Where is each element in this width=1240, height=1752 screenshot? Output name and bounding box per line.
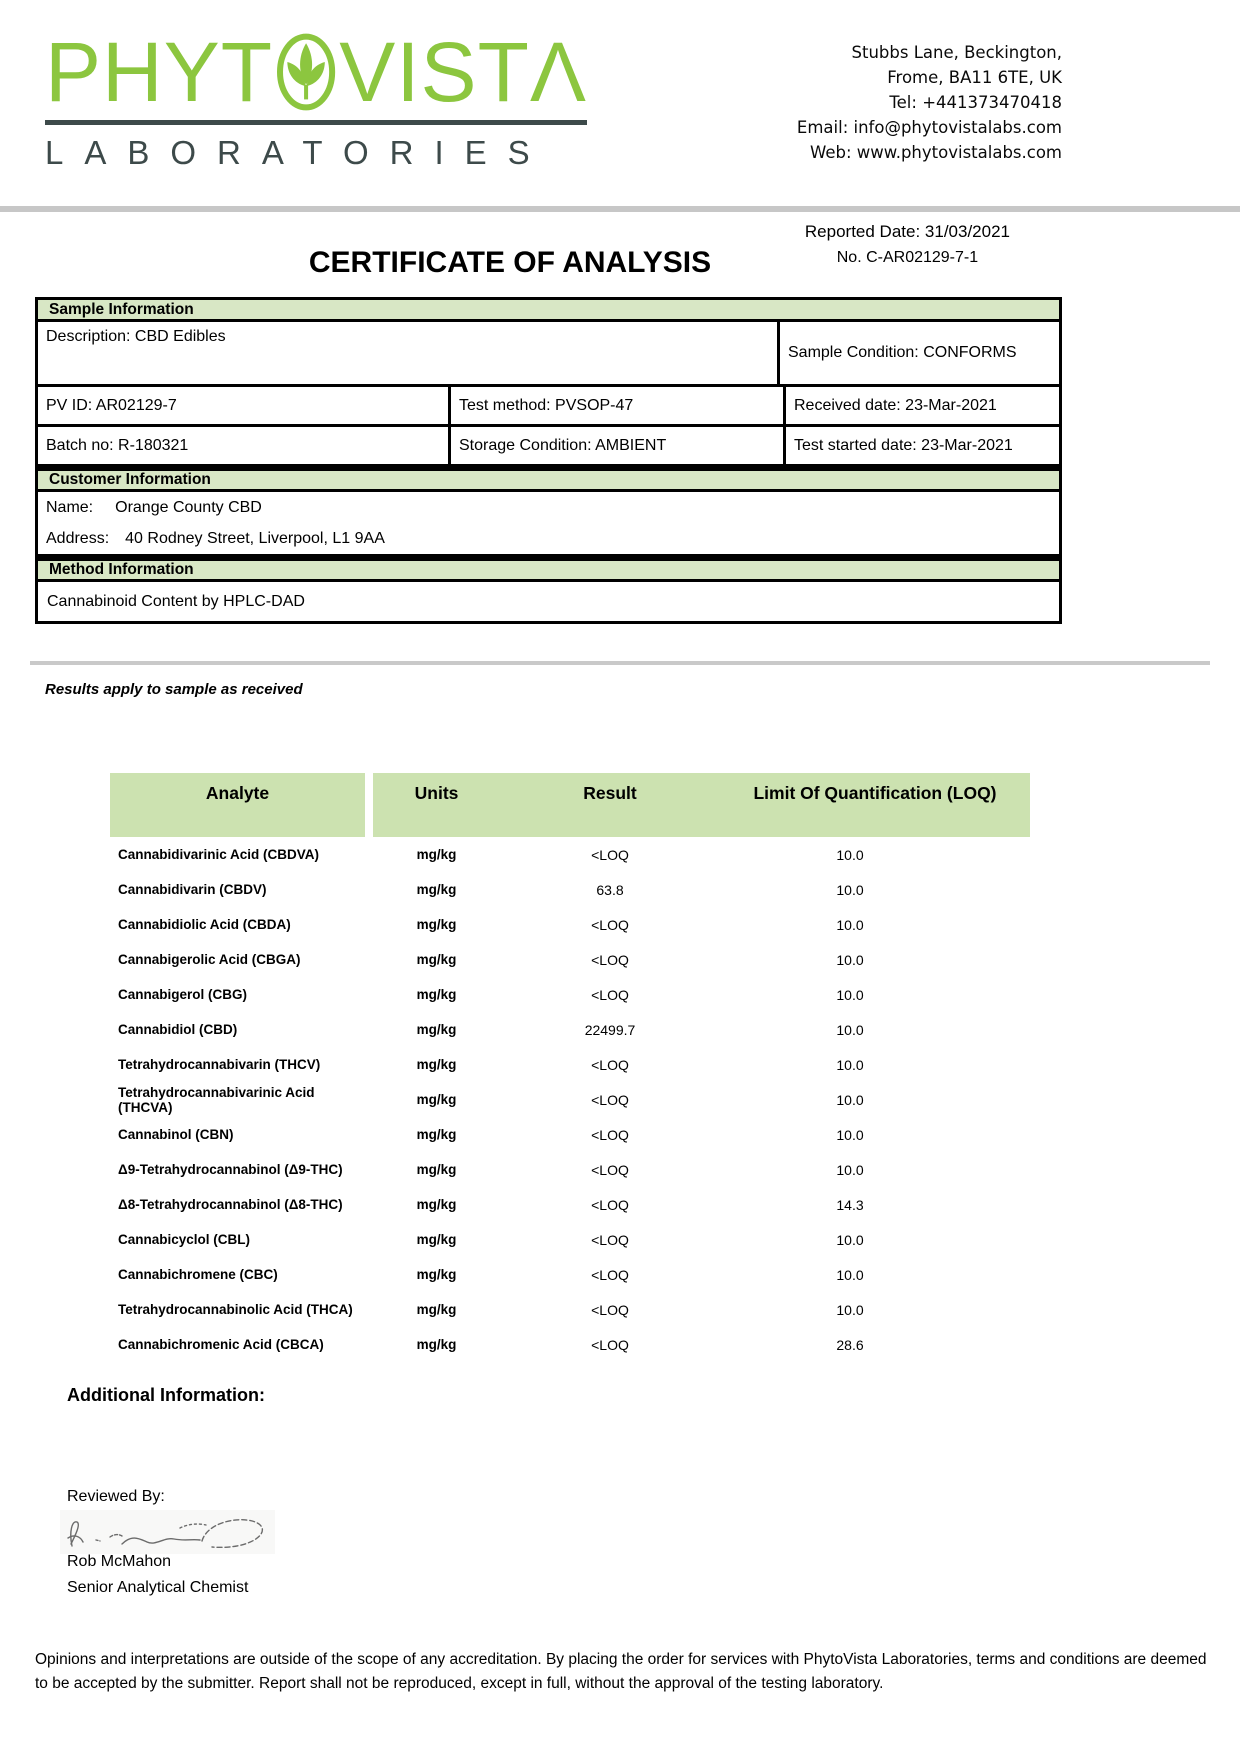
units-value: mg/kg xyxy=(416,987,457,1002)
loq-value: 10.0 xyxy=(836,1056,864,1073)
units-value: mg/kg xyxy=(416,1267,457,1282)
loq-value: 10.0 xyxy=(836,986,864,1003)
contact-web: Web: www.phytovistalabs.com xyxy=(809,143,1062,162)
loq-value: 10.0 xyxy=(836,916,864,933)
brand-text-right: VISTΛ xyxy=(339,25,587,119)
column-header-units: Units xyxy=(414,783,459,803)
analyte-name: Cannabigerol (CBG) xyxy=(118,987,248,1002)
column-header-loq: Limit Of Quantification (LOQ) xyxy=(753,783,997,803)
received-date: Received date: 23-Mar-2021 xyxy=(783,387,1059,424)
sample-description: Description: CBD Edibles xyxy=(46,328,226,345)
report-meta xyxy=(805,222,1010,267)
analyte-name: Cannabigerolic Acid (CBGA) xyxy=(118,952,301,967)
footer-disclaimer: Opinions and interpretations are outside of the scope of any accreditation. By placing the order for services with PhytoVista Laboratories, terms and conditions are deemed to be accepted by the submitter. Report shall not be reproduced, except in full, without the approval of the testing laboratory. xyxy=(35,1651,1207,1692)
units-value: mg/kg xyxy=(416,1092,457,1107)
result-value: <LOQ xyxy=(591,1196,629,1213)
loq-value: 10.0 xyxy=(836,1126,864,1143)
report-number: No. C-AR02129-7-1 xyxy=(836,249,979,266)
analyte-name: Cannabinol (CBN) xyxy=(118,1127,234,1142)
result-value: <LOQ xyxy=(591,1126,629,1143)
reviewer-name: Rob McMahon xyxy=(67,1553,172,1570)
table-row xyxy=(110,942,1030,977)
sample-information-header: Sample Information xyxy=(35,297,1062,322)
analyte-name: Δ9-Tetrahydrocannabinol (Δ9-THC) xyxy=(118,1162,343,1177)
analyte-name: Cannabicyclol (CBL) xyxy=(118,1232,251,1247)
batch-no: Batch no: R-180321 xyxy=(46,436,189,454)
customer-information-header: Customer Information xyxy=(35,467,1062,492)
units-value: mg/kg xyxy=(416,917,457,932)
units-value: mg/kg xyxy=(416,1337,457,1352)
units-value: mg/kg xyxy=(416,1197,457,1212)
header-divider-rule xyxy=(0,206,1240,212)
table-row xyxy=(110,1187,1030,1222)
result-value: <LOQ xyxy=(591,986,629,1003)
table-row xyxy=(110,1082,1030,1117)
method-name: Cannabinoid Content by HPLC-DAD xyxy=(47,592,305,610)
sample-condition: Sample Condition: CONFORMS xyxy=(777,322,1059,384)
result-value: <LOQ xyxy=(591,1266,629,1283)
units-value: mg/kg xyxy=(416,1302,457,1317)
customer-name-label: Name: xyxy=(46,499,94,516)
column-header-group xyxy=(373,773,1030,837)
units-value: mg/kg xyxy=(416,1232,457,1247)
units-value: mg/kg xyxy=(416,1022,457,1037)
result-value: 63.8 xyxy=(596,881,624,898)
additional-information-label: Additional Information: xyxy=(67,1385,265,1405)
sample-info-row-2 xyxy=(35,427,1062,467)
customer-row xyxy=(35,492,1062,557)
contact-address-line: Stubbs Lane, Beckington, xyxy=(851,43,1062,62)
signature-image xyxy=(60,1510,275,1554)
description-row xyxy=(35,322,1062,387)
contact-address-line: Frome, BA11 6TE, UK xyxy=(887,68,1062,87)
loq-value: 10.0 xyxy=(836,881,864,898)
method-row xyxy=(35,582,1062,624)
results-table xyxy=(110,773,1030,1362)
units-value: mg/kg xyxy=(416,952,457,967)
loq-value: 28.6 xyxy=(836,1336,864,1353)
analyte-name: Cannabichromenic Acid (CBCA) xyxy=(118,1337,324,1352)
table-row xyxy=(110,872,1030,907)
result-value: <LOQ xyxy=(591,1161,629,1178)
table-row xyxy=(110,1327,1030,1362)
result-value: <LOQ xyxy=(591,1091,629,1108)
analyte-name: Cannabidiolic Acid (CBDA) xyxy=(118,917,291,932)
loq-value: 10.0 xyxy=(836,1161,864,1178)
column-header-result: Result xyxy=(583,783,637,803)
units-value: mg/kg xyxy=(416,882,457,897)
customer-address-label: Address: xyxy=(46,530,110,547)
reviewer-title: Senior Analytical Chemist xyxy=(67,1579,249,1596)
results-rows xyxy=(110,837,1030,1362)
units-value: mg/kg xyxy=(416,847,457,862)
results-note: Results apply to sample as received xyxy=(45,681,303,698)
test-started-date: Test started date: 23-Mar-2021 xyxy=(783,427,1059,464)
method-information-header: Method Information xyxy=(35,557,1062,582)
table-row xyxy=(110,837,1030,872)
loq-value: 10.0 xyxy=(836,1231,864,1248)
units-value: mg/kg xyxy=(416,1162,457,1177)
loq-value: 10.0 xyxy=(836,1021,864,1038)
table-row xyxy=(110,1047,1030,1082)
table-row xyxy=(110,1012,1030,1047)
page-title: CERTIFICATE OF ANALYSIS xyxy=(308,246,712,279)
contact-phone: Tel: +441373470418 xyxy=(889,93,1062,112)
result-value: <LOQ xyxy=(591,1231,629,1248)
info-tables xyxy=(35,297,1062,624)
loq-value: 10.0 xyxy=(836,1091,864,1108)
analyte-name: Cannabidivarinic Acid (CBDVA) xyxy=(118,847,320,862)
customer-name-value: Orange County CBD xyxy=(115,499,262,516)
customer-address-value: 40 Rodney Street, Liverpool, L1 9AA xyxy=(125,530,385,547)
result-value: <LOQ xyxy=(591,951,629,968)
result-value: <LOQ xyxy=(591,1336,629,1353)
analyte-name: Cannabichromene (CBC) xyxy=(118,1267,278,1282)
reported-date: Reported Date: 31/03/2021 xyxy=(804,222,1010,241)
analyte-name: Tetrahydrocannabivarinic Acid (THCVA) xyxy=(118,1084,315,1115)
result-value: <LOQ xyxy=(591,1056,629,1073)
sample-info-row-1 xyxy=(35,387,1062,427)
lab-contact-block xyxy=(797,40,1062,165)
table-row xyxy=(110,1292,1030,1327)
contact-email: Email: info@phytovistalabs.com xyxy=(796,118,1062,137)
units-value: mg/kg xyxy=(416,1127,457,1142)
results-table-header xyxy=(110,773,1030,837)
table-row xyxy=(110,1152,1030,1187)
analyte-name: Cannabidivarin (CBDV) xyxy=(118,882,267,897)
reviewed-by-label: Reviewed By: xyxy=(67,1488,165,1505)
result-value: <LOQ xyxy=(591,916,629,933)
column-header-analyte: Analyte xyxy=(110,773,365,837)
result-value: <LOQ xyxy=(591,1301,629,1318)
phytovista-logo xyxy=(45,26,587,172)
analyte-name: Tetrahydrocannabivarin (THCV) xyxy=(118,1057,321,1072)
table-row xyxy=(110,1117,1030,1152)
analyte-name: Δ8-Tetrahydrocannabinol (Δ8-THC) xyxy=(118,1197,343,1212)
loq-value: 10.0 xyxy=(836,1301,864,1318)
storage-condition: Storage Condition: AMBIENT xyxy=(448,427,783,464)
loq-value: 10.0 xyxy=(836,846,864,863)
loq-value: 14.3 xyxy=(836,1196,864,1213)
table-row xyxy=(110,1257,1030,1292)
result-value: 22499.7 xyxy=(584,1021,636,1038)
units-value: mg/kg xyxy=(416,1057,457,1072)
table-row xyxy=(110,1222,1030,1257)
analyte-name: Cannabidiol (CBD) xyxy=(118,1022,238,1037)
loq-value: 10.0 xyxy=(836,1266,864,1283)
table-row xyxy=(110,907,1030,942)
loq-value: 10.0 xyxy=(836,951,864,968)
test-method: Test method: PVSOP-47 xyxy=(448,387,783,424)
brand-wordmark xyxy=(45,26,587,118)
logo-subtitle: LABORATORIES xyxy=(45,120,587,172)
analyte-name: Tetrahydrocannabinolic Acid (THCA) xyxy=(118,1302,353,1317)
pv-id: PV ID: AR02129-7 xyxy=(46,396,177,414)
leaf-emblem-icon xyxy=(276,26,336,118)
result-value: <LOQ xyxy=(591,846,629,863)
section-divider-rule xyxy=(30,661,1210,665)
brand-text-left: PHYT xyxy=(45,25,274,119)
table-row xyxy=(110,977,1030,1012)
